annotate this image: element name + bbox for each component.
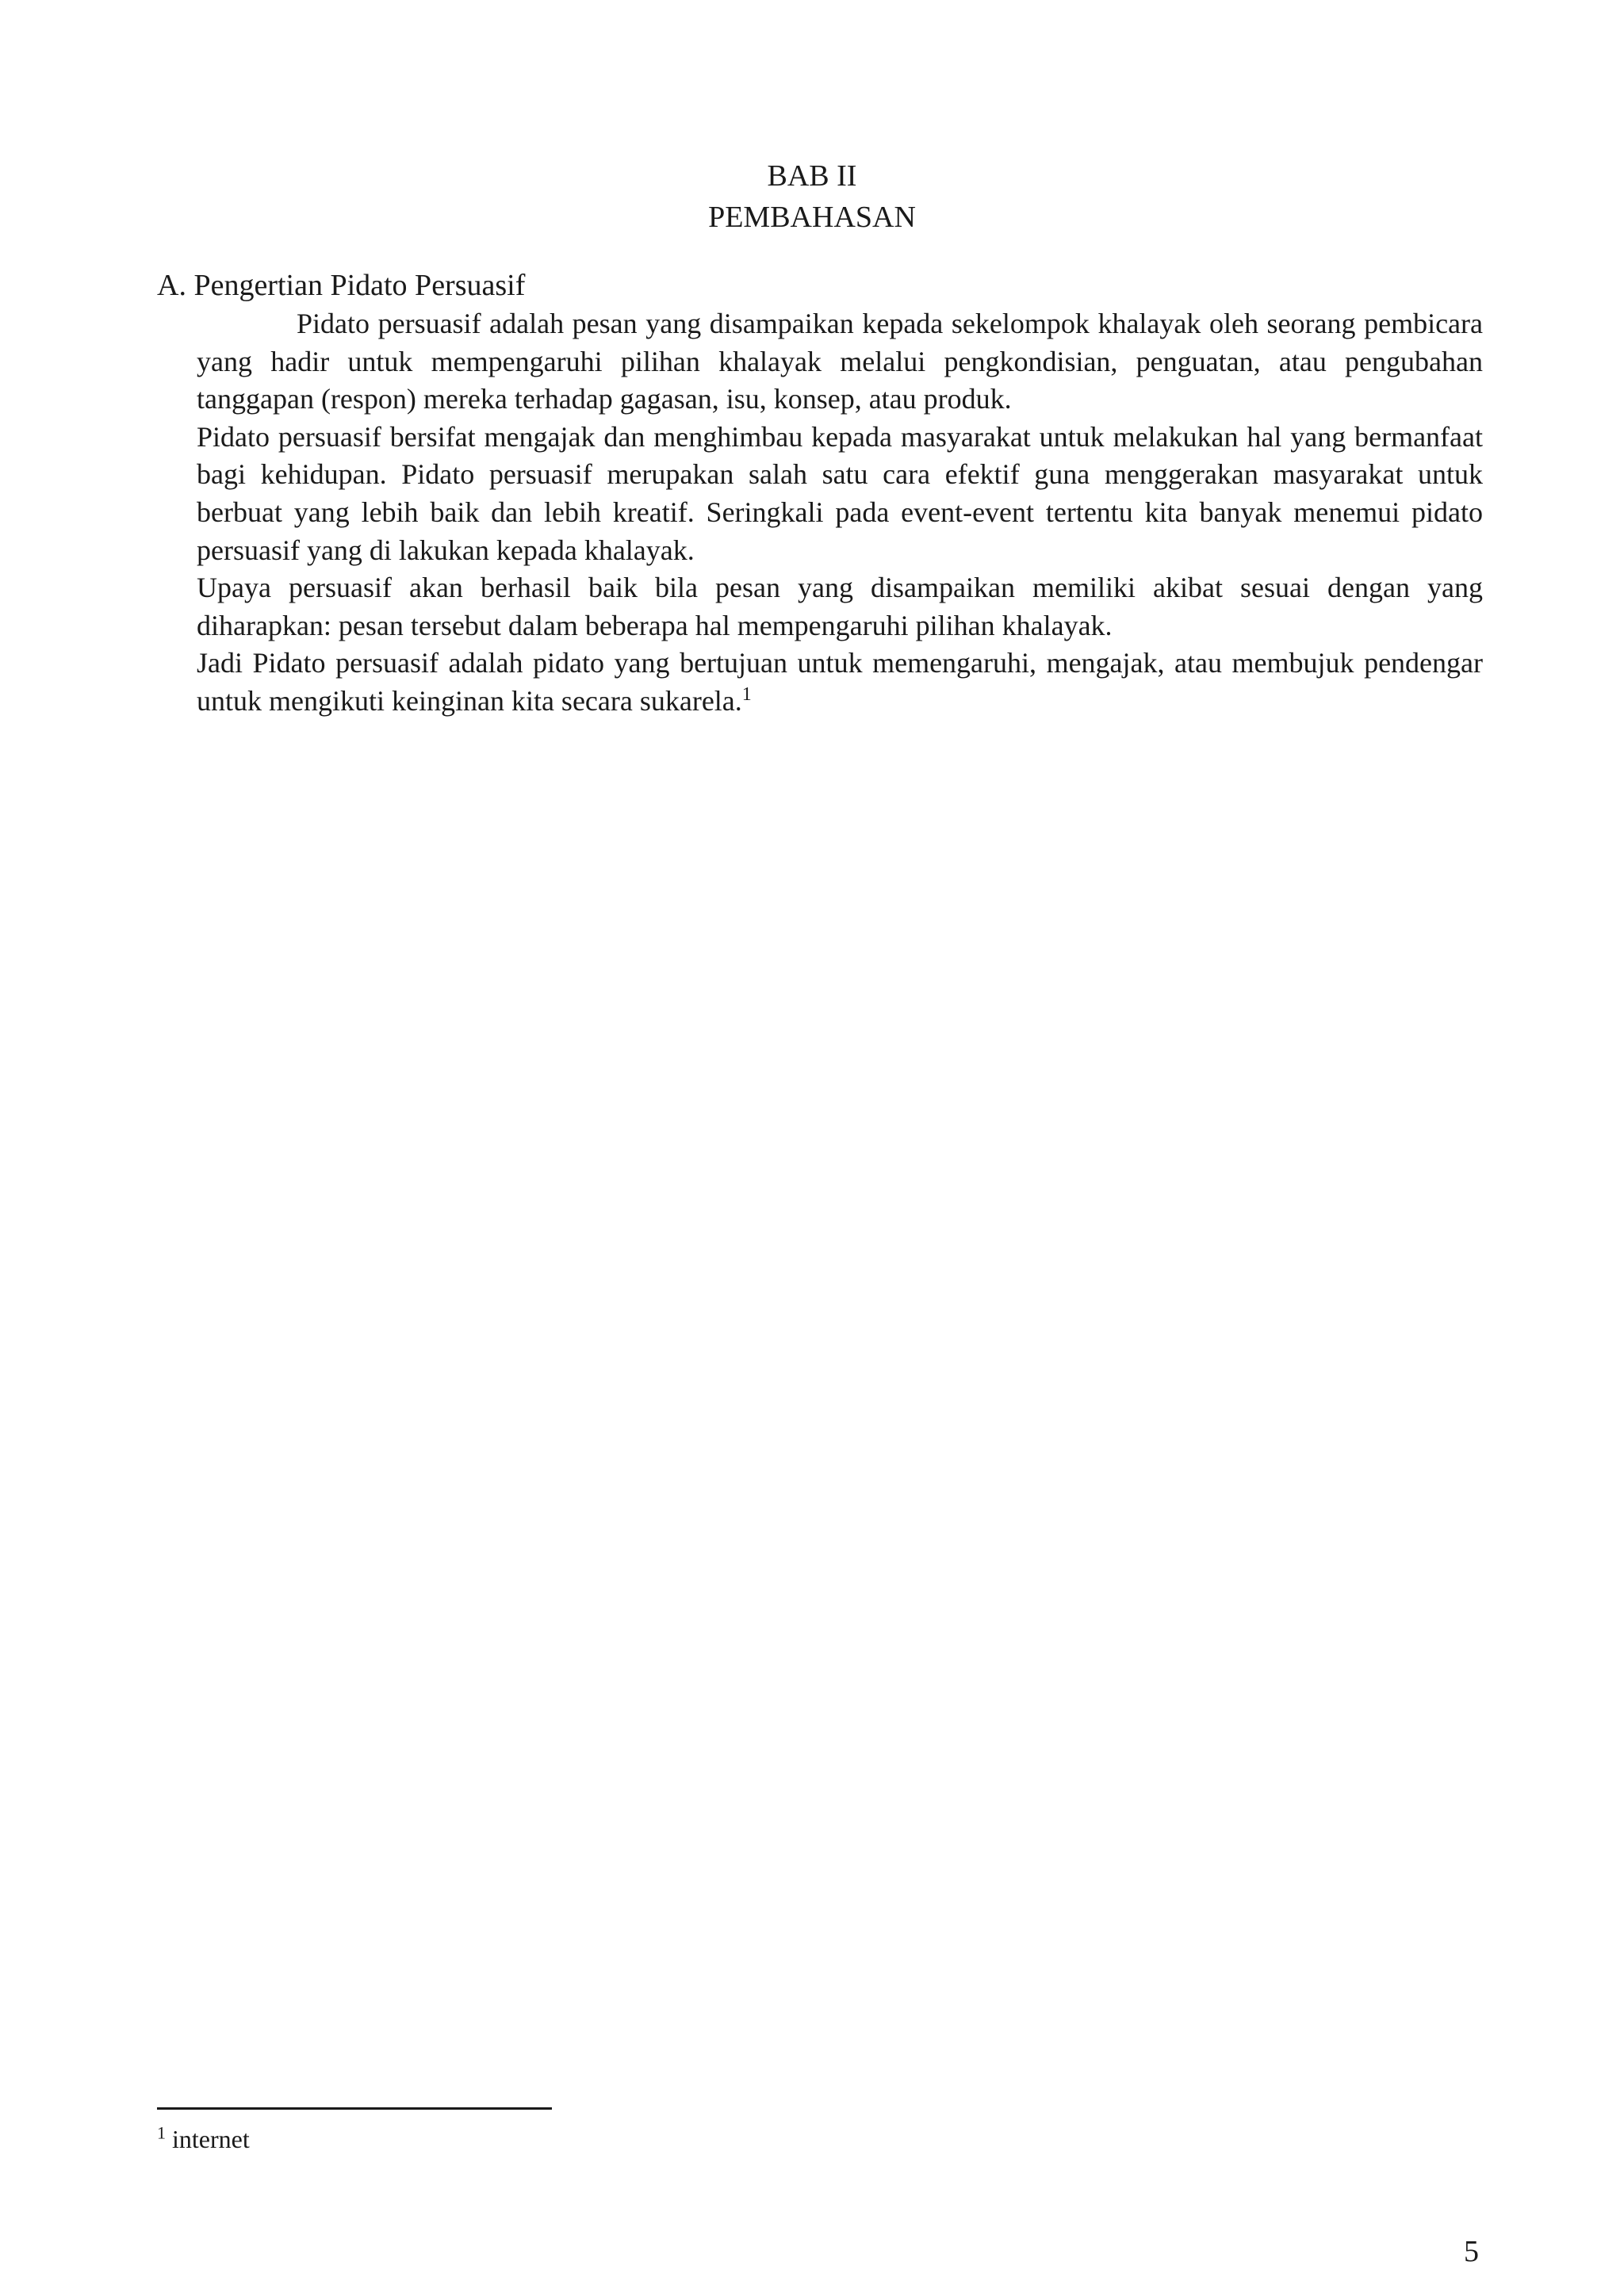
footnote-text: internet [172, 2125, 250, 2153]
paragraph-conclusion-text: Jadi Pidato persuasif adalah pidato yang bertujuan untuk memengaruhi, mengajak, atau membujuk pendengar untuk mengikuti keinginan kita secara sukarela. [197, 647, 1483, 717]
page-number: 5 [1464, 2235, 1479, 2268]
footnote-reference: 1 [741, 683, 752, 705]
paragraph-nature: Pidato persuasif bersifat mengajak dan menghimbau kepada masyarakat untuk melakukan hal yang bermanfaat bagi kehidupan. Pidato persuasif merupakan salah satu cara efektif guna menggerakan masyarakat untuk berbuat yang lebih baik dan lebih kreatif. Seringkali pada event-event tertentu kita banyak menemui pidato persuasif yang di lakukan kepada khalayak. [197, 420, 1483, 566]
footnote-separator [157, 2107, 552, 2110]
chapter-title: PEMBAHASAN [708, 201, 916, 234]
footnote-marker: 1 [157, 2122, 166, 2143]
paragraph-definition: Pidato persuasif adalah pesan yang disampaikan kepada sekelompok khalayak oleh seorang pembicara yang hadir untuk mempengaruhi pilihan khalayak melalui pengkondisian, penguatan, atau pengubahan tanggapan (respon) mereka terhadap gagasan, isu, konsep, atau produk. [197, 308, 1483, 415]
paragraph-success: Upaya persuasif akan berhasil baik bila pesan yang disampaikan memiliki akibat sesuai dengan yang diharapkan: pesan tersebut dalam beberapa hal mempengaruhi pilihan khalayak. [197, 572, 1483, 641]
chapter-heading [0, 155, 1624, 238]
section-body [197, 305, 1483, 721]
footnote [157, 2123, 250, 2155]
paragraph-conclusion [197, 645, 1483, 720]
chapter-number: BAB II [767, 159, 857, 193]
section-title: A. Pengertian Pidato Persuasif [157, 269, 526, 302]
